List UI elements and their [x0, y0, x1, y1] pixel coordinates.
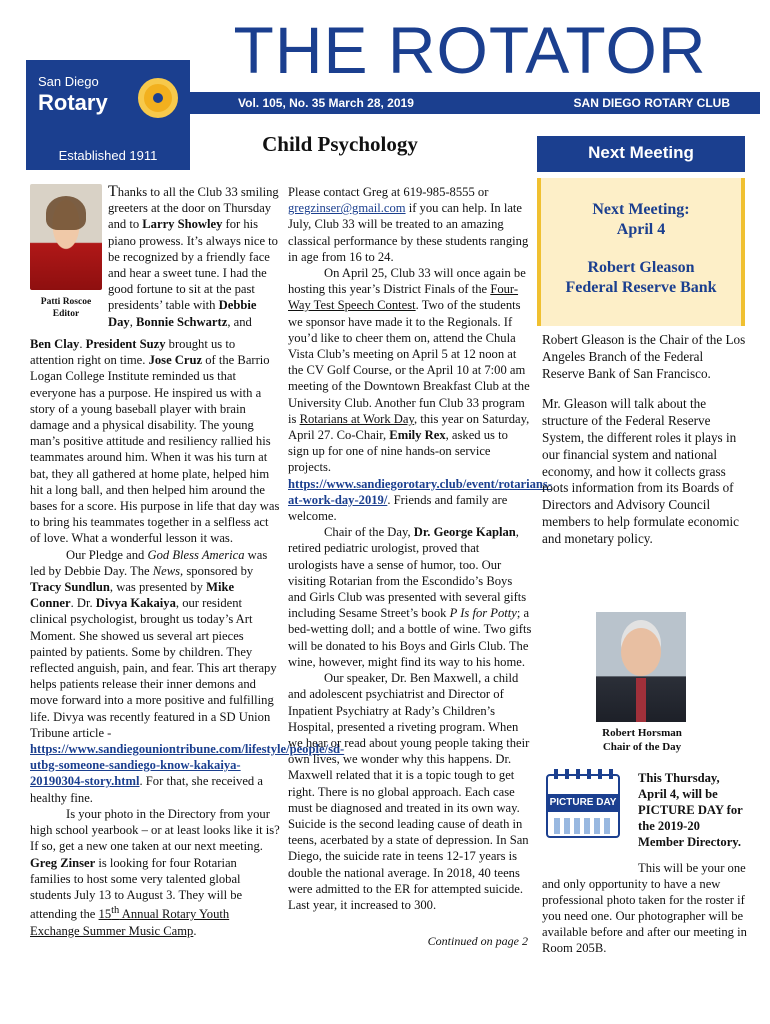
article-column-1: Ben Clay. President Suzy brought us to attention right on time. Jose Cruz of the Barrio Logan College Institute reminded us that everyone has a purpose. He inspired us with a story of a young baseball player with brain damage and a physical disability. The young man’s positive attitude and resiliency rallied his teammates around him. When it was his turn at bat, they all gathered at home plate, helped him hit a long ball, and then helped him around the bases for a score. His purpose in life that day was to bring his teammates together in a selfless act of love. What a wonderful lesson it was. Our Pledge and God Bless America was led by Debbie Day. The News, sponsored by Tracy Sundlun, was presented by Mike Conner. Dr. Divya Kakaiya, our resident clinical psychologist, brought us today’s Art Moment. She showed us several art pieces painted by patients. Some by children. They reflected anguish, pain, and fear. This art therapy helps patients release their inner demons and move forward into a more positive and fulfilling life. Divya was recently featured in a SD Union Tribune article - https://www.sandiegouniontribune.com/lifestyle/people/sd-utbg-someone-sandiego-know-kakaiya-20190304-story.html. For that, she received a healthy fine. Is your photo in the Directory from your high school yearbook – or at least looks like it is? If so, get a new one taken at our next meeting. Greg Zinser is looking for four Rotarian families to host some very talented global students July 13 to August 3. They will be attending the 15th Annual Rotary Youth Exchange Summer Music Camp. — [30, 337, 345, 938]
masthead-title: THE ROTATOR — [233, 13, 707, 87]
next-meeting-label: Next Meeting: — [592, 201, 690, 218]
picture-day-details — [542, 860, 748, 956]
chair-caption — [572, 726, 712, 754]
editor-role: Editor — [52, 309, 80, 319]
speaker-bio-1: Robert Gleason is the Chair of the Los Angeles Branch of the Federal Reserve Bank of San Francisco. — [542, 332, 746, 381]
speaker-bio-2: Mr. Gleason will talk about the structure of the Federal Reserve System, the different roles it plays in our financial system and national economy, and how it collects grass roots information from its Boards of Directors and Advisory Council members to help formulate economic and monetary policy. — [542, 396, 740, 546]
email-link[interactable]: gregzinser@gmail.com — [288, 201, 406, 216]
logo-city: San Diego — [38, 74, 99, 89]
article-column-2: Please contact Greg at 619-985-8555 or gregzinser@gmail.com if you can help. In late July, Club 33 will be treated to an amazing classical performance by these students ranging in age from 16 to 24. On April 25, Club 33 will once again be hosting this year’s District Finals of the Four-Way Test Speech Contest. Two of the students we sponsor have made it to the Regionals. If you’d like to cheer them on, attend the Chula Vista Club’s meeting on April 5 at 12 noon at the CV Golf Course, or the April 10 at 7:00 am meeting of the Downtown Breakfast Club at the University Club. Another fun Club 33 program is Rotarians at Work Day, this year on Saturday, April 27. Co-Chair, Emily Rex, asked us to sign up for one of nine hands-on service projects. https://www.sandiegorotary.club/event/rotarians-at-work-day-2019/. Friends and family are welcome. Chair of the Day, Dr. George Kaplan, retired pediatric urologist, proved that urologists have a sense of humor, too. Our visiting Rotarian from the Escondido’s Boys and Girls Club was presented with several gifts including Sesame Street’s book P Is for Potty; a bed-wetting doll; and a bottle of wine. Two gifts will be donated to his Boys and Girls Club. The wine, however, might find its way to his home. Our speaker, Dr. Ben Maxwell, a child and adolescent psychiatrist and Director of Inpatient Psychiatry at Rady’s Children’s Hospital, presented a riveting program. When we hear or read about young people taking their own lives, we wonder why this happens. Dr. Maxwell related that it is a topic tough to get right. There is no global approach. Each case must be diagnosed and treated in its own way. Suicide is the second leading cause of death in teens, acerbated by a state of depression. In San Diego, the suicide rate in teens 12-17 years is double the national average. In 2018, 40 teens were admitted to the ER for attempted suicide. Last year, it increased to 300. — [288, 185, 553, 912]
next-meeting-date: April 4 — [616, 221, 666, 238]
next-meeting-header: Next Meeting — [537, 136, 745, 172]
speaker-bio — [542, 332, 746, 548]
chair-photo — [596, 612, 686, 722]
editor-caption — [30, 296, 102, 320]
article-column-1-top: Thanks to all the Club 33 smiling greeters at the door on Thursday and to Larry Showley for his piano prowess. It’s always nice to be recognized by a friendly face and hear a sweet tune. I had the good fortune to sit at the past presidents’ table with Debbie Day, Bonnie Schwartz, and — [108, 183, 279, 329]
picture-day-announcement: This Thursday, April 4, will be PICTURE DAY for the 2019-20 Member Directory. — [638, 771, 743, 849]
union-tribune-link[interactable]: https://www.sandiegouniontribune.com/lifestyle/people/sd-utbg-someone-sandiego-know-kakaiya-20190304-story.html — [30, 742, 345, 789]
established-label: Established 1911 — [58, 148, 158, 163]
calendar-rings — [554, 769, 614, 779]
article-title: Child Psychology — [262, 132, 418, 156]
picture-day-text: This will be your one and only opportunity to have a new professional photo taken for the roster if you need one. Our photographer will be available before and after our meeting in Room 205B. — [542, 861, 747, 955]
rotarians-at-work-link[interactable]: https://www.sandiegorotary.club/event/rotarians-at-work-day-2019/ — [288, 476, 553, 507]
chair-name: Robert Horsman — [602, 727, 682, 739]
logo-name: Rotary — [38, 90, 108, 115]
calendar-grid — [554, 818, 614, 834]
editor-name: Patti Roscoe — [40, 297, 92, 307]
speaker-name: Robert Gleason — [587, 259, 695, 276]
continued-note: Continued on page 2 — [427, 934, 528, 948]
speaker-org: Federal Reserve Bank — [565, 279, 717, 296]
picture-day-icon-label: PICTURE DAY — [548, 794, 618, 812]
picture-day-calendar-icon — [546, 774, 620, 838]
volume-info: Vol. 105, No. 35 March 28, 2019 — [238, 96, 414, 110]
volume-bar — [190, 92, 760, 114]
rotary-wheel-icon — [138, 78, 178, 118]
next-meeting-box — [537, 178, 745, 326]
chair-role: Chair of the Day — [602, 741, 682, 753]
club-name: SAN DIEGO ROTARY CLUB — [573, 96, 730, 110]
rotary-logo — [26, 60, 190, 170]
editor-photo — [30, 184, 102, 290]
